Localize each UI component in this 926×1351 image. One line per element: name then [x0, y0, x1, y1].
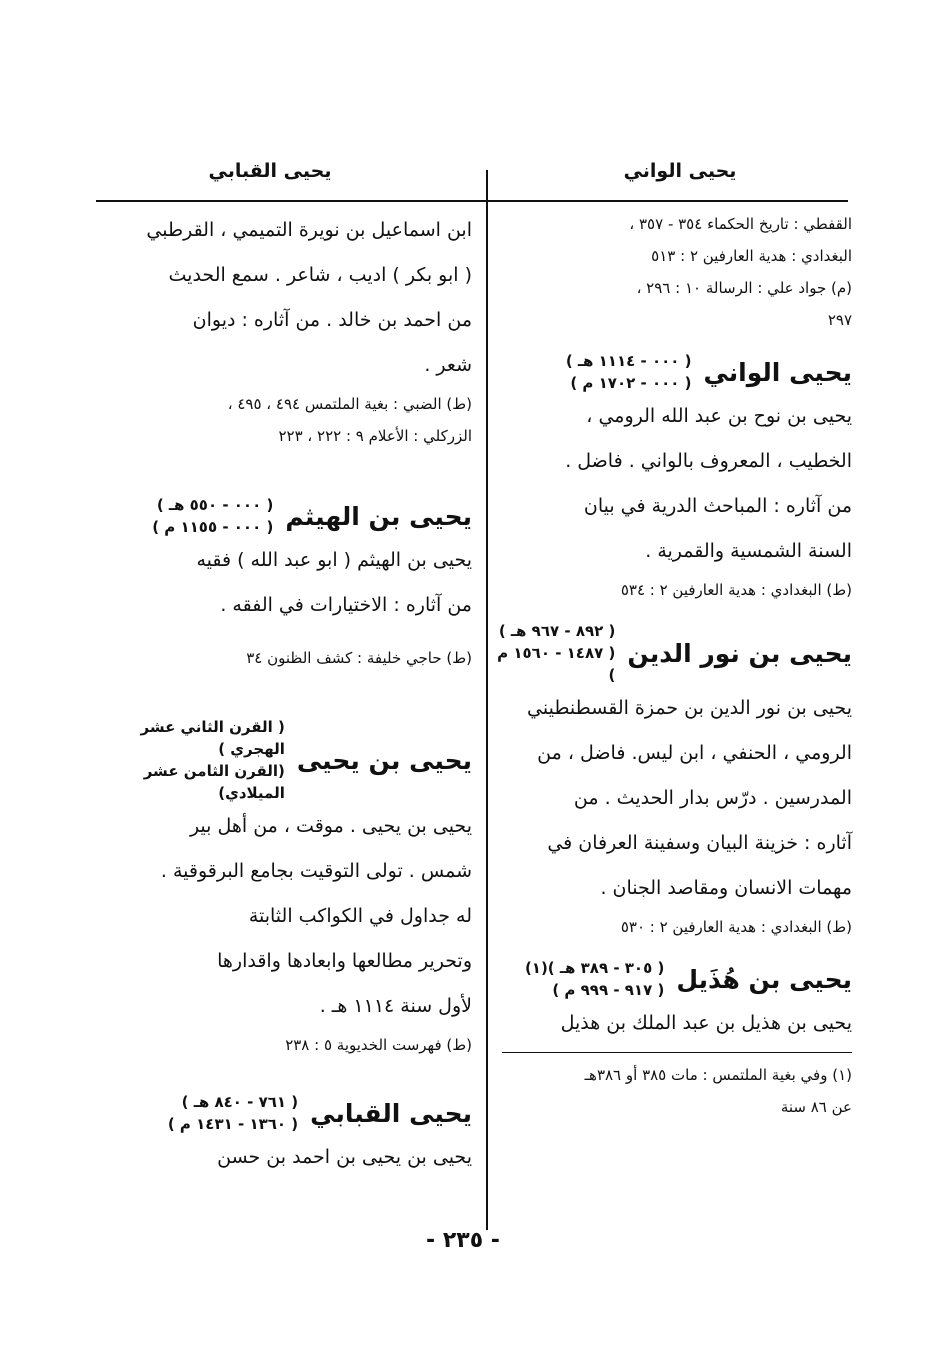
footnote-rule	[502, 1052, 852, 1053]
body-line: آثاره : خزينة البيان وسفينة العرفان في	[547, 832, 852, 854]
body-line: يحيى بن يحيى بن احمد بن حسن	[217, 1146, 472, 1168]
ref-line: (ط) البغدادي : هدية العارفين ٢ : ٥٣٤	[620, 581, 852, 599]
entry-name: يحيى الواني	[703, 357, 852, 387]
entry-name: يحيى بن يحيى	[296, 745, 472, 775]
ref-line: (ط) حاجي خليفة : كشف الظنون ٣٤	[246, 649, 472, 667]
dates-gregorian: ( ٠٠٠ - ١٧٠٢ م )	[570, 374, 692, 392]
ref-line: (م) جواد علي : الرسالة ١٠ : ٢٩٦ ،	[636, 279, 852, 297]
dates-gregorian: ( ٠٠٠ - ١١٥٥ م )	[152, 518, 274, 536]
body-line: الخطيب ، المعروف بالواني . فاضل .	[565, 450, 852, 472]
entry-heading-yahya-bin-yahya	[96, 716, 472, 804]
body-line: يحيى بن يحيى . موقت ، من أهل بير	[189, 815, 472, 837]
entry-dates	[96, 716, 285, 804]
entry-heading-alhaytham	[96, 494, 472, 538]
page-number: - ٢٣٥ -	[426, 1228, 500, 1253]
right-column-header: يحيى الواني	[623, 160, 737, 182]
entry-heading-alqubabi	[96, 1091, 472, 1135]
body-line: من آثاره : المباحث الدرية في بيان	[583, 495, 852, 517]
entry-dates	[566, 350, 692, 394]
dates-hijri: ( القرن الثاني عشر الهجري )	[140, 718, 285, 758]
entry-name: يحيى القبابي	[310, 1098, 472, 1128]
body-line: الرومي ، الحنفي ، ابن ليس. فاضل ، من	[537, 742, 852, 764]
body-line: المدرسين . درّس بدار الحديث . من	[573, 787, 852, 809]
body-line: مهمات الانسان ومقاصد الجنان .	[600, 877, 852, 899]
entry-heading-alwani	[496, 350, 852, 394]
left-column-header: يحيى القبابي	[208, 160, 332, 182]
entry-heading-nuraldin	[496, 620, 852, 686]
body-line: وتحرير مطالعها وابعادها واقدارها	[217, 950, 472, 972]
ref-line: (ط) الضبي : بغية الملتمس ٤٩٤ ، ٤٩٥ ،	[227, 395, 472, 413]
column-divider	[486, 170, 488, 1230]
body-line: ابن اسماعيل بن نويرة التميمي ، القرطبي	[146, 219, 472, 241]
entry-heading-hudhayl	[496, 957, 852, 1001]
dates-gregorian: ( ١٣٦٠ - ١٤٣١ م )	[167, 1115, 299, 1133]
body-line: شعر .	[424, 354, 472, 376]
body-line: يحيى بن نور الدين بن حمزة القسطنطيني	[527, 697, 852, 719]
body-line: شمس . تولى التوقيت بجامع البرقوقية .	[160, 860, 472, 882]
footnote-line: عن ٨٦ سنة	[780, 1098, 852, 1116]
ref-line: ٢٩٧	[827, 311, 852, 329]
ref-line: القفطي : تاريخ الحكماء ٣٥٤ - ٣٥٧ ،	[629, 215, 852, 233]
body-line: السنة الشمسية والقمرية .	[645, 540, 852, 562]
entry-dates	[496, 620, 615, 686]
dates-hijri: ( ٠٠٠ - ١١١٤ هـ )	[565, 352, 692, 370]
body-line: يحيى بن نوح بن عبد الله الرومي ،	[586, 405, 852, 427]
body-line: له جداول في الكواكب الثابتة	[248, 905, 472, 927]
ref-line: (ط) البغدادي : هدية العارفين ٢ : ٥٣٠	[620, 918, 852, 936]
footnote-line: (١) وفي بغية الملتمس : مات ٣٨٥ أو ٣٨٦هـ	[584, 1066, 852, 1084]
body-line: يحيى بن هذيل بن عبد الملك بن هذيل	[560, 1012, 852, 1034]
dates-gregorian: ( ١٤٨٧ - ١٥٦٠ م )	[497, 644, 616, 684]
ref-line: الزركلي : الأعلام ٩ : ٢٢٢ ، ٢٢٣	[278, 427, 472, 445]
entry-name: يحيى بن نور الدين	[627, 638, 852, 668]
body-line: لأول سنة ١١١٤ هـ .	[319, 995, 472, 1017]
dates-gregorian: (القرن الثامن عشر الميلادي)	[143, 762, 285, 802]
body-line: ( ابو بكر ) اديب ، شاعر . سمع الحديث	[168, 264, 472, 286]
body-line: يحيى بن الهيثم ( ابو عبد الله ) فقيه	[196, 549, 472, 571]
entry-dates	[152, 494, 273, 538]
entry-dates	[168, 1091, 298, 1135]
ref-line: البغدادي : هدية العارفين ٢ : ٥١٣	[651, 247, 852, 265]
dates-hijri: ( ٨٩٢ - ٩٦٧ هـ )	[498, 622, 616, 640]
dates-hijri: ( ٧٦١ - ٨٤٠ هـ )	[181, 1093, 299, 1111]
dates-gregorian: ( ٩١٧ - ٩٩٩ م )	[552, 981, 665, 999]
dates-hijri: ( ٠٠٠ - ٥٥٠ هـ )	[156, 496, 274, 514]
entry-name: يحيى بن الهيثم	[285, 501, 472, 531]
left-column	[96, 208, 472, 1180]
ref-line: (ط) فهرست الخديوية ٥ : ٢٣٨	[285, 1036, 472, 1054]
dates-hijri: ( ٣٠٥ - ٣٨٩ هـ )(١)	[524, 959, 665, 977]
body-line: من آثاره : الاختيارات في الفقه .	[220, 594, 472, 616]
body-line: من احمد بن خالد . من آثاره : ديوان	[192, 309, 472, 331]
entry-dates	[525, 957, 664, 1001]
right-column	[496, 208, 852, 1123]
header-rule	[96, 200, 848, 202]
entry-name: يحيى بن هُذَيل	[676, 964, 852, 994]
